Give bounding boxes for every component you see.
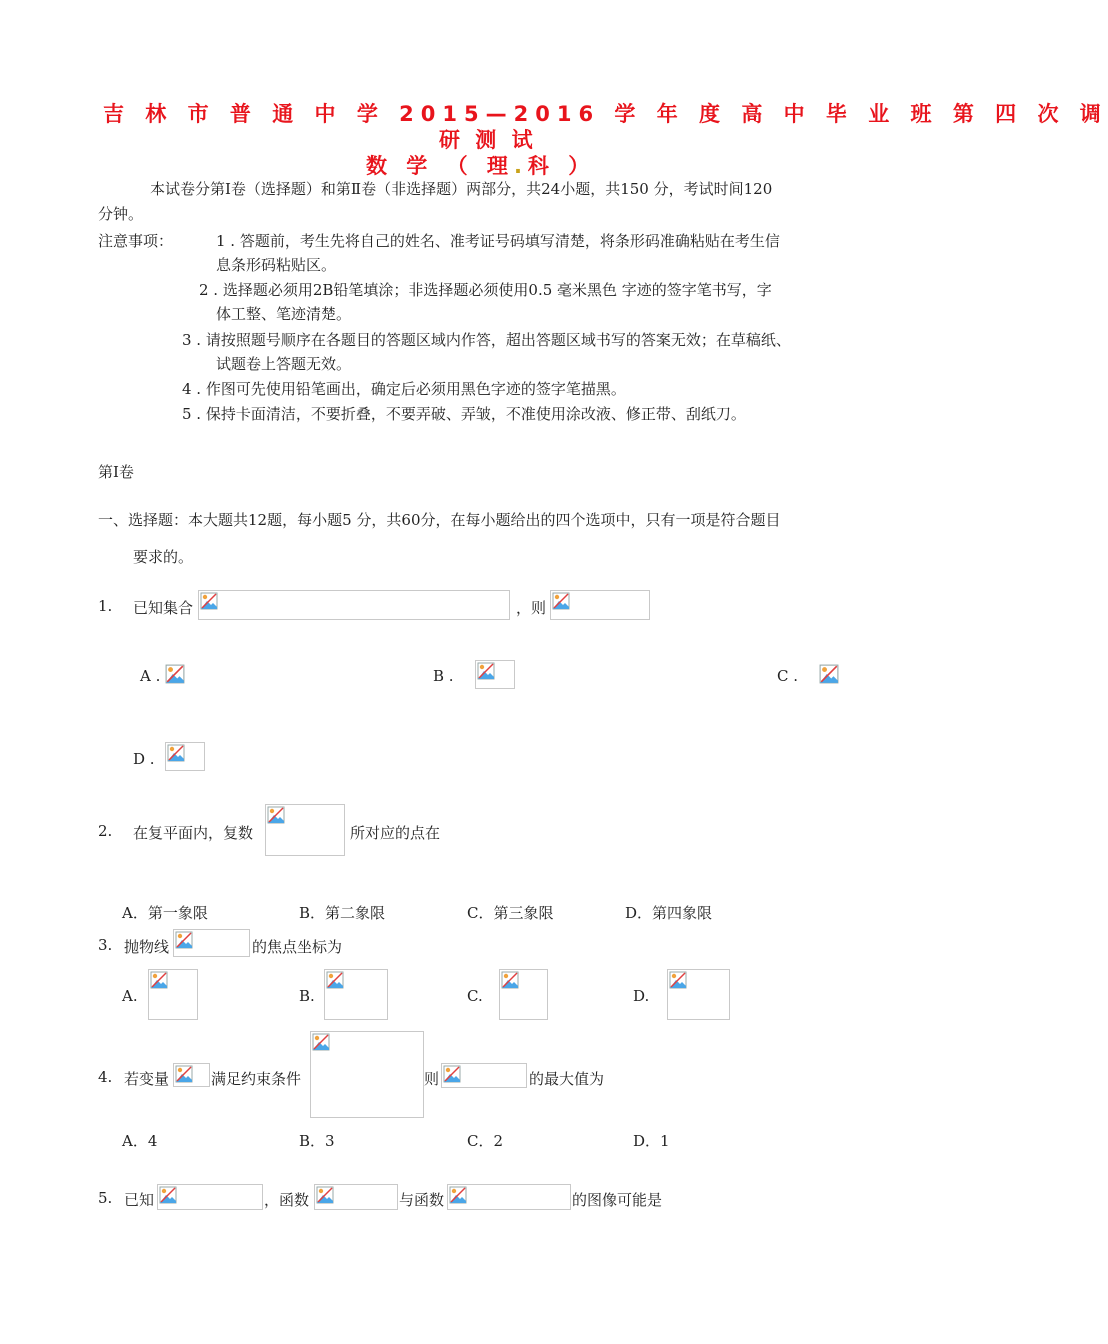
intro-line1: 本试卷分第Ⅰ卷（选择题）和第Ⅱ卷（非选择题）两部分，共24小题，共150 分，考试时间120	[150, 180, 773, 198]
q1-expression-image	[550, 590, 650, 620]
broken-image-icon	[477, 662, 495, 680]
q2-option-a: A．第一象限	[122, 904, 208, 922]
q1-option-c-image-icon	[819, 664, 839, 684]
q2-complex-number-image	[265, 804, 345, 856]
broken-image-icon	[159, 1186, 177, 1204]
notes-label: 注意事项：	[98, 232, 174, 250]
note-2-line1: 2 . 选择题必须用2B铅笔填涂；非选择题必须使用0.5 毫米黑色 字迹的签字笔书写，字	[199, 281, 772, 299]
exam-title-line2: 研 测 试	[439, 128, 537, 152]
broken-image-icon	[175, 1065, 193, 1083]
q1-option-b-label: B .	[433, 667, 454, 685]
q4-text-a: 若变量	[124, 1070, 170, 1088]
q3-option-c-image	[499, 969, 548, 1020]
q3-option-d-image	[667, 969, 730, 1020]
q1-option-c-label: C .	[777, 667, 799, 685]
exam-title-line1: 吉 林 市 普 通 中 学 2015—2016 学 年 度 高 中 毕 业 班 第 四 次 调	[103, 102, 1108, 126]
note-1-line2: 息条形码粘贴区。	[216, 256, 337, 274]
q4-objective-image	[441, 1063, 527, 1088]
q5-number: 5.	[98, 1189, 113, 1207]
q3-option-b-label: B.	[299, 987, 315, 1005]
q4-option-b: B．3	[299, 1132, 335, 1150]
q4-number: 4.	[98, 1068, 113, 1086]
q4-option-a: A．4	[122, 1132, 158, 1150]
q4-text-b: 满足约束条件	[211, 1070, 302, 1088]
broken-image-icon	[200, 592, 218, 610]
note-3-line1: 3 . 请按照题号顺序在各题目的答题区域内作答，超出答题区域书写的答案无效；在草稿纸、	[182, 331, 791, 349]
q3-text-b: 的焦点坐标为	[252, 938, 343, 956]
q4-constraints-image	[310, 1031, 424, 1118]
subject-title-a: 数 学 （ 理	[366, 154, 514, 178]
q1-option-b-image	[475, 660, 515, 689]
broken-image-icon	[669, 971, 687, 989]
q1-number: 1.	[98, 597, 113, 615]
broken-image-icon	[326, 971, 344, 989]
q4-text-c: 则	[424, 1070, 440, 1088]
q5-function2-image	[447, 1184, 571, 1210]
broken-image-icon	[316, 1186, 334, 1204]
q5-text-d: 的图像可能是	[572, 1191, 663, 1209]
broken-image-icon	[552, 592, 570, 610]
note-4: 4 . 作图可先使用铅笔画出，确定后必须用黑色字迹的签字笔描黑。	[182, 380, 626, 398]
subject-title-dot: .	[513, 154, 528, 178]
note-5: 5 . 保持卡面清洁，不要折叠，不要弄破、弄皱，不准使用涂改液、修正带、刮纸刀。	[182, 405, 746, 423]
q1-option-a-image-icon	[165, 664, 185, 684]
note-3-line2: 试题卷上答题无效。	[216, 355, 352, 373]
part1-line1: 一、选择题：本大题共12题，每小题5 分，共60分，在每小题给出的四个选项中，只有一项是符合题目	[98, 511, 781, 529]
q1-option-a-label: A .	[140, 667, 161, 685]
q2-text-a: 在复平面内，复数	[133, 824, 254, 842]
q1-option-d-label: D .	[133, 750, 155, 768]
q2-option-c: C．第三象限	[467, 904, 554, 922]
broken-image-icon	[312, 1033, 330, 1051]
q5-function1-image	[314, 1184, 398, 1210]
section-label: 第Ⅰ卷	[98, 463, 134, 481]
broken-image-icon	[443, 1065, 461, 1083]
q1-text-b: ，则	[516, 599, 547, 617]
q5-text-c: 与函数	[399, 1191, 445, 1209]
q3-number: 3.	[98, 936, 113, 954]
broken-image-icon	[267, 806, 285, 824]
broken-image-icon	[175, 931, 193, 949]
q3-option-c-label: C.	[467, 987, 483, 1005]
subject-title-b: 科 ）	[527, 154, 596, 178]
q1-text-a: 已知集合	[133, 599, 194, 617]
part1-line2: 要求的。	[133, 548, 194, 566]
note-2-line2: 体工整、笔迹清楚。	[216, 305, 352, 323]
intro-line2: 分钟。	[98, 205, 144, 223]
q5-text-b: ，函数	[264, 1191, 310, 1209]
q3-option-d-label: D.	[633, 987, 650, 1005]
subject-title	[366, 150, 595, 180]
q4-option-c: C．2	[467, 1132, 504, 1150]
q4-text-d: 的最大值为	[529, 1070, 605, 1088]
note-1-line1: 1 . 答题前，考生先将自己的姓名、准考证号码填写清楚，将条形码准确粘贴在考生信	[216, 232, 780, 250]
q3-text-a: 抛物线	[124, 938, 170, 956]
q4-option-d: D．1	[633, 1132, 670, 1150]
q3-option-a-image	[148, 969, 198, 1020]
q3-option-b-image	[324, 969, 388, 1020]
q5-text-a: 已知	[124, 1191, 155, 1209]
q2-option-d: D．第四象限	[625, 904, 713, 922]
broken-image-icon	[501, 971, 519, 989]
q3-parabola-image	[173, 929, 250, 957]
q1-set-formula-image	[198, 590, 510, 620]
broken-image-icon	[150, 971, 168, 989]
q2-number: 2.	[98, 822, 113, 840]
q2-text-b: 所对应的点在	[350, 824, 441, 842]
q3-option-a-label: A.	[122, 987, 138, 1005]
q2-option-b: B．第二象限	[299, 904, 386, 922]
broken-image-icon	[167, 744, 185, 762]
q1-option-d-image	[165, 742, 205, 771]
broken-image-icon	[449, 1186, 467, 1204]
q4-variables-image	[173, 1063, 210, 1087]
q5-condition-image	[157, 1184, 263, 1210]
